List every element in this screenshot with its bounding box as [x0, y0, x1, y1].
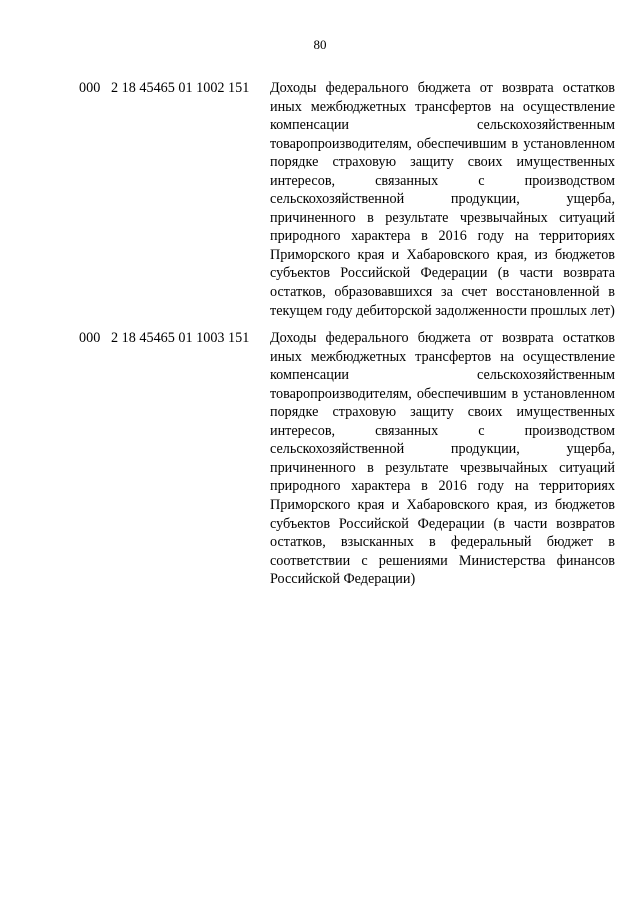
table-row — [79, 79, 615, 320]
description-cell: Доходы федерального бюджета от возврата остатков иных межбюджетных трансфертов на осуществление компенсации сельскохозяйственным товаропроизводителям, обеспечившим в установленном порядке страховую защиту своих имущественных интересов, связанных с производством сельскохозяйственной продукции, ущерба, причиненного в результате чрезвычайных ситуаций природного характера в 2016 году на территориях Приморского края и Хабаровского края, из бюджетов субъектов Российской Федерации (в части возвратов остатков, взысканных в федеральный бюджет в соответствии с решениями Министерства финансов Российской Федерации) — [270, 330, 615, 588]
admin-code-cell: 000 — [79, 330, 101, 347]
table-row — [79, 329, 615, 589]
kbk-code-cell: 2 18 45465 01 1002 151 — [111, 80, 250, 96]
budget-codes-table — [79, 79, 615, 598]
description-cell: Доходы федерального бюджета от возврата остатков иных межбюджетных трансфертов на осуществление компенсации сельскохозяйственным товаропроизводителям, обеспечившим в установленном порядке страховую защиту своих имущественных интересов, связанных с производством сельскохозяйственной продукции, ущерба, причиненного в результате чрезвычайных ситуаций природного характера в 2016 году на территориях Приморского края и Хабаровского края, из бюджетов субъектов Российской Федерации (в части возврата остатков, образовавшихся за счет восстановленной в текущем году дебиторской задолженности прошлых лет) — [270, 80, 615, 319]
kbk-code-cell: 2 18 45465 01 1003 151 — [111, 330, 250, 347]
admin-code-cell: 000 — [79, 80, 101, 96]
page-number: 80 — [313, 37, 327, 52]
